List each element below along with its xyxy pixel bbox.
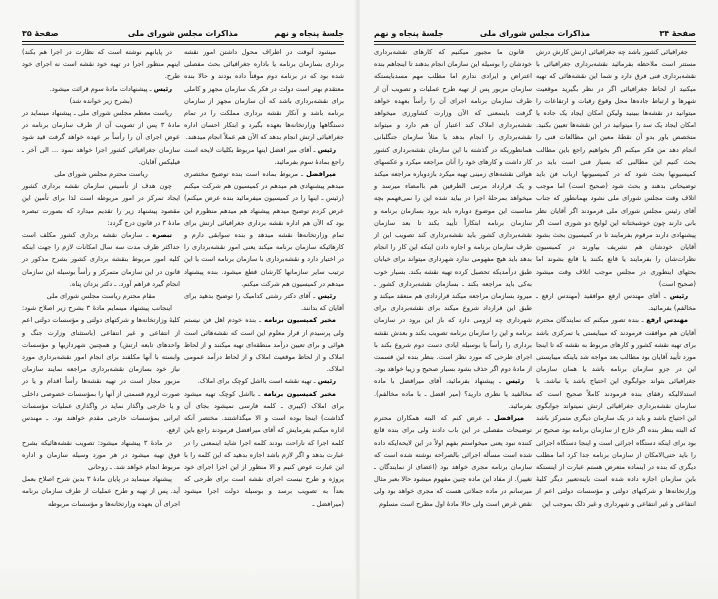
- paragraph: [22, 180, 180, 229]
- scan-shadow: [0, 559, 358, 599]
- page-number: صفحهٔ ۳۴: [659, 29, 696, 38]
- paragraph-text: پیشنهاد مینماید در پایان مادهٔ ۳ بدین شرح اصلاح بعمل آید. پس از تهیه و طرح عملیات از طرف سازمان برنامه اجرای آن بعهده وزارتخانه‌ها و مؤسسات مربوطه: [22, 475, 180, 508]
- paragraph-text: (بشرح زیر خوانده شد): [69, 96, 133, 105]
- speaker-paragraph: [184, 290, 344, 314]
- speaker-separator: ـ: [256, 316, 265, 325]
- speaker-name: میرافضل: [306, 170, 336, 179]
- speaker-separator: ـ: [147, 84, 154, 93]
- session-title: جلسهٔ پنجاه و نهم: [274, 29, 344, 38]
- speaker-name: مخبر کمیسیون برنامه: [263, 389, 337, 398]
- speaker-paragraph: [536, 314, 696, 509]
- speaker-separator: ـ: [311, 145, 318, 154]
- paragraph-text: جغرافیائی کشور باشد چه جغرافیائی ارتش کارش درش مستتر است ملاحظه بفرمائید نقشه‌برداری جغرافیائی با نقشه‌برداری فنی فرق دارد و شما این نقشه‌هائی که تهیه میکنید از لحاظ جغرافیائی اگر در نظر بگیرید موقعیت شهرها و ارتباط جاده‌ها محل وقوع رقبات و ارتفاعات را میتوانید در نقشه‌ها ببینید ولیکن امکان ایجاد یک جاده یا امکان ایجاد یک سد را میتوانید در این نقشه‌ها تعیین بکنید. متخصص باور بدو آن نقطهٔ معین این مطالعات فنی را انجام دهد من فکر میکنم اگر بخواهیم راجع باین مطالب بحث کنیم این مطالبی که بسیار فنی است باید در کمیسیونها بحث شود که در کمیسیونها ارباب فن باید توضیحاتی بدهند و بحث شود (صحیح است) اما موجب اتلاف وقت مجلس شورای ملی نشود بهمانطور که جناب آقای رئیس مجلس شورای ملی فرمودند اگر آقایان نظر بانی دارند چون خوشبختانه این لوایح دو شوری است اگر پیشنهادی دارند مرقوم بفرمایند تا در کمیسیون بحث بشود آقایان خودشان هم تشریف بیاورند در کمیسیون نظرات‌شان را بفرمایند یا قانع بکنند یا قانع بشوند اما بحثهای اینطوری در مجلس موجب اتلاف وقت میشود (صحیح است): [536, 48, 696, 288]
- paragraph: [22, 95, 180, 107]
- paragraph-text: ریاست محترم مجلس شورای ملی: [54, 170, 148, 179]
- speaker-separator: ـ: [494, 377, 506, 386]
- paragraph-text: بنده خودم اهل فن نیستم ولی پرسیدم از قرار معلوم این است که نقشه‌هائی است هوائی و برای تعیین درآمد منطقه‌ای تهیه میکنند و از لحاظ املاک و از لحاظ موقعیت املاک و از لحاظ درآمد عمومی املاک.: [184, 316, 344, 374]
- speaker-paragraph: [22, 83, 180, 95]
- speaker-paragraph: [184, 144, 344, 168]
- paragraph: [22, 46, 180, 83]
- paragraph-text: اینجانب پیشنهاد مینمایم مادهٔ ۳ بشرح زیر اصلاح شود: کلیهٔ وزارتخانه‌ها و شرکتهای دولتی و مؤسسات دولتی اعم از انتفاعی و غیر انتفاعی (باستثنای وزارت جنگ و واحدهای تابعه ارتش) و همچنین شهرداریها و مؤسسات وابسته با آنها مکلفند برای انجام امور نقشه‌برداری مورد نیاز خود بسازمان نقشه‌برداری مراجعه نمایند سازمان مزبور مجاز است در تهیه نقشه‌ها رأساً اقدام و یا در صورت لزوم قسمتی از آنها را بمؤسسات خصوصی داخلی و یا خارجی واگذار نماید در واگذاری عملیات مؤسسات ایرانی بمؤسسات خارجی مقدم خواهند بود. ـ مهندس ارفع.: [22, 304, 180, 435]
- text-column-right: [184, 46, 344, 510]
- speaker-paragraph: [184, 168, 344, 290]
- paragraph-text: قانون ما مجبور میکنیم که کارهای نقشه‌برداری خودشان را بوسیله این سازمان انجام بدهند تا اینجاهم بنده اعتراض و ایرادی ندارم اما مطلب مهم مسدبایستکه سازمان مزبور پس از تهیه طرح عملیات و تصویب آن از طرف سازمان برنامه اجرای آن را رأساً بعهده خواهد گرفت باینمعنی که الآن وزارت کشاورزی میخواهد نقشه‌برداری املاک کند اعتبار آن هم دارد و میتواند نقشه‌برداری را انجام بدهد یا مثلاً سازمان جنگلبانی همانطوریکه در گذشته با این سازمان نقشه‌برداری کشور کار داشت و کارهای خود را آنان مراجعه میکرد و عکسهای هوائی نقشه‌های زمینی تهیه میکرد بازدوباره مراجعه میکند و یک قرارداد مرتبی الطرفین هم باامضاء میرسد و میخواهد بمرحلهٔ اجرا در بیاید شده این را نمی‌فهمم بچه مناسبت این موضوع دوباره باید برود بسازمان برنامه و سازمان برنامه ابتکاراً تأیید بکند تا بعد سازمان نقشه‌برداری کشور باید نقشه‌برداری کند تصویب این از طرف سازمان برنامه و اجازه دادن اینکه این کار را انجام بدهد باید هیچ مفهومی ندارد شهرداری میتواند برای خیابان طبق درآمدیکه تحصیل کرده تهیه نقشه بکند. بسیار خوب به‌کی باید مراجعه بکند ـ بسازمان نقشه‌برداری کشور ـ میرود بسازمان مراجعه میکند قراردادی هم منعقد میکند و طبق این قرارداد شروع میکند برای نقشه‌برداری برای شهرداری چه لزومی دارد که باز این برود در سازمان برنامه و این را سازمان برنامه تصویب بکند و بعدش نقشه برداری را رأساً یا بوسیله ایادی دست دوم شروع بکند با اجرای طرحی که مورد نظر است. بنظر بنده این قسمت از مادهٔ دوم اگر حذف بشود بسیار صحیح و زیبا خواهد بود.: [374, 48, 532, 374]
- speaker-paragraph: [184, 314, 344, 375]
- paragraph: [374, 46, 532, 375]
- journal-title: مذاکرات مجلس شورای ملی: [127, 29, 239, 38]
- paragraph-text: تهیه نقشه است بااشل کوچک برای املاک.: [197, 377, 312, 386]
- paragraph-text: عرض کنم که البته همکاران محترم توضیحات مفصلی در این باب دادند ولی برای بنده قانع کننده نبود یعنی میخواستم بفهم اولاً در این لایحه‌ایکه داده شده است مسأله اجرائی بالصراحه نوشته شده است که سازمان برنامه مجری خواهد بود (اعضای از نمایندگان ـ تغییر). از مفاد این ماده چنین مفهوم میشود حالا بعبر مثال میرسانم در ماده جملاتی هست که مجری خواهد بود ولی نقض غرض است ولی حالا مادهٔ اول مطرح است مسلوم: [374, 414, 532, 508]
- journal-title: مذاکرات مجلس شورای ملی: [479, 29, 591, 38]
- paragraph-text: پیشنهاد بفرمائید، آقای میرافضل با ماده مخالفید یا نظری دارید؟ (میر افضل ـ با ماده مخالفم). بفرمائید.: [374, 377, 532, 410]
- page-header: [22, 29, 344, 41]
- header-rule: [22, 41, 344, 45]
- paragraph-text: میشود آنوقت در اطراف محول داشتن امور نقشه برداری بسازمان برنامه یا باداره جغرافیائی بحث مفصلی شده بود که در برنامه دوم موقتاً داده بودند و حالا بنده معتقدم بهتر است دولت در فکر یک سازمان مجهز و کاملی برای نقشه‌برداری باشد که آن سازمان مجهز از سازمان برنامه باشد و آنکار نقشه برداری مملکت را در تمام دستگاهها وزارتخانه‌ها بعهده بگیرد و ابتکار احسان اداره جغرافیائی ارتش انجام بدهد که الآن هم عملاً انجام میدهند.: [184, 48, 344, 142]
- paragraph: [22, 437, 180, 474]
- paragraph: [22, 473, 180, 510]
- speaker-separator: ـ: [660, 292, 670, 301]
- speaker-paragraph: [374, 375, 532, 412]
- speaker-name: رئیس: [153, 84, 172, 93]
- speaker-paragraph: [374, 412, 532, 510]
- speaker-name: رئیس: [669, 292, 688, 301]
- text-column-right: [536, 46, 696, 510]
- speaker-name: تبصره: [152, 231, 172, 240]
- speaker-separator: ـ: [142, 231, 153, 240]
- paragraph: [22, 168, 180, 180]
- paragraph-text: بنده تصور میکنم که نمایندگان محترم آقایان هم موافقت فرمودند که میبایستی یا تمرکزی باشد برای تهیه نقشه کشور و کارهای مربوط به نقشه که تا اینجا مورد تأیید آقایان بود مطالب بعد مواجه شد باینکه میبایستی این در جزو سازمان برنامه باشد یا همان سازمان جغرافیائی بتواند جوابگوی این احتیاج باشد یا نباشد. با استدلالیکه رفقای بنده فرمودند کاملاً صحیح است که سازمان نقشه‌برداری جغرافیائی ارتش نمیتواند جوابگوی این احتیاج باشد و باید در یک سازمان دیگری متمرکز باشد که البته بنظر بنده اگر خارج از سازمان برنامه بود صحیح تر بود برای اینکه دستگاه اجرائی است و اینجا دستگاه اجرائی را باید حتی‌الامکان از سازمان برنامه جدا کرد اما مطلب دیگری که بنده در اینماده متعرض هستم عبارت از اینستکه باین سازمان اجازه داده شده است باینه‌تعبیر دیگر کلیهٔ وزارتخانه‌ها و شرکتهای دولتی و مؤسسات دولتی اعم از انتفاعی و غیر انتفاعی و شهرداری و غیر ذلک بموجب این: [536, 316, 696, 508]
- page-number: صفحهٔ ۳۵: [22, 29, 59, 38]
- paragraph-text: پیشنهادات مادهٔ سوم قرائت میشود.: [49, 84, 148, 93]
- speaker-separator: ـ: [254, 389, 264, 398]
- paragraph-text: مربوط بماده است بنده توضیح مختصری میدهم پیشنهادی هم میدهم در کمیسیون هم شرکت میکنم (رئیس ـ اینها را در کمیسیون میفرمائید بنده عرض میکنم) عرض کردم توضیح میدهم پیشنهاد هم میدهم منظورم این بود که الآن هم اداره نقشه برداری جغرافیائی ارتش برای تمام وزارتخانه‌ها نقشه میدهد و بنده سوابقی دارم و کارهائیکه سازمان برنامه میکند یعنی امور نقشه‌برداری را در اختیار دارد و نقشه‌برداری با سازمان برنامه است با این ترتیب سایر سازمانها کارشان قطع میشود. بنده پیشنهاد میدهم در کمیسیون هم شرکت میکنم.: [184, 170, 344, 288]
- speaker-name: رئیس: [317, 145, 337, 154]
- paragraph-text: در پایانهم نوشته است که نظارت در اجرا هم بکند) اینهم منظور اجرا در تهیه خود نقشه است نه اجرای خود طرح.: [22, 48, 180, 81]
- speaker-name: مهندس ارفع: [646, 316, 689, 325]
- speaker-separator: ـ: [310, 292, 318, 301]
- paragraph-text: چون هدف از تأسیس سازمان نقشه برداری کشور ایجاد تمرکز در امور مربوطه است لذا برای تأمین این مقصود پیشنهاد زیر را تقدیم میدارد که بصورت تبصره مادهٔ ۳ در قانون درج گردد:: [22, 182, 180, 227]
- page-header: [374, 29, 696, 41]
- paragraph: [22, 107, 180, 168]
- speaker-name: رئیس: [317, 377, 336, 386]
- paragraph-text: آقای مهندس ارفع موافقید (مهندس ارفع ـ مخالفم) بفرمائید.: [536, 292, 696, 313]
- speaker-name: رئیس: [505, 377, 524, 386]
- speaker-separator: ـ: [311, 377, 318, 386]
- page-34: [360, 0, 718, 599]
- session-title: جلسهٔ پنجاه و نهم: [374, 29, 444, 38]
- speaker-paragraph: [22, 229, 180, 290]
- scan-shadow: [360, 559, 718, 599]
- text-column-left: [22, 46, 180, 510]
- paragraph-text: در مادهٔ ۳ پیشنهاد میشود: تصویب نقشه‌هائیکه بشرح فوق تهیه میشود در هر مورد وسیله سازمان و اداره مربوط انجام خواهد شد. ـ روحانی: [22, 438, 180, 471]
- speaker-name: میرافضل: [494, 414, 524, 423]
- paragraph-text: مقام محترم ریاست مجلس شورای ملی: [46, 292, 156, 301]
- paragraph: [22, 302, 180, 436]
- speaker-separator: ـ: [482, 414, 495, 423]
- paragraph-text: آقای دکتر رشتی کدامیک را توضیح بدهید برای آقایان که بدانند.: [184, 292, 344, 313]
- speaker-name: مخبر کمیسیون برنامه: [264, 316, 336, 325]
- speaker-separator: ـ: [638, 316, 647, 325]
- paragraph-text: آقای میر افضل اینها مربوط بکلیات لایحه است راجع بمادهٔ سوم بفرمائید.: [184, 145, 344, 166]
- paragraph-text: بااشل کوچک تهیه میشود برای املاک (کیبری ـ کلمه فارسی نمیشود بجای آن گذاشت) اینجا بوده است و الا میگذاشتند. مختصر آنکه اداره میکنم بفرمایش که آقای میرافضل فرمودند راجع باین کلمه اجرا که ناراحت بودند کلمه اجرا شاید اینمعنی را در عبارت بدهد و اگر لازم باشد اجازه بدهید که این کلمه را با این عبارت عوض کنیم و الا منظور از این اجرا اجرای خود پروژه و طرح نیست اجرای نقشه است برای طرحی که بعداً به تصویب برسد و بوسیله دولت اجرا میشود (میرافضل ـ: [184, 389, 344, 508]
- speaker-name: رئیس: [317, 292, 337, 301]
- page-35: [0, 0, 358, 599]
- paragraph: [22, 290, 180, 302]
- speaker-paragraph: [536, 290, 696, 314]
- paragraph-text: ریاست معظم مجلس شورای ملی ـ پیشنهاد مینماید در مادهٔ ۳ پس از تصویب آن از طرف سازمان برنامه در عوض اجرای آن را رأساً بر عهده خواهد گرفت قید شود سازمان جغرافیائی کشور اجرا خواهد نمود ... الی آخر ـ فیلیکس آقایان.: [22, 109, 180, 166]
- header-rule: [374, 41, 696, 45]
- paragraph: [184, 46, 344, 144]
- text-column-left: [374, 46, 532, 510]
- speaker-paragraph: [184, 388, 344, 510]
- speaker-paragraph: [184, 375, 344, 387]
- paragraph-text: سازمان نقشه برداری کشور مکلف است حداکثر ظرف مدت سه سال امکانات لازم را جهت اینکه کلیه امور مربوط بنقشه برداری کشور بشرح مذکور در قانون در این سازمان متمرکز و رأساً بوسیله این سازمان انجام گیرد فراهم آورد. ـ دکتر یزدان پناه.: [22, 231, 180, 288]
- paragraph: [536, 46, 696, 290]
- speaker-separator: ـ: [298, 170, 307, 179]
